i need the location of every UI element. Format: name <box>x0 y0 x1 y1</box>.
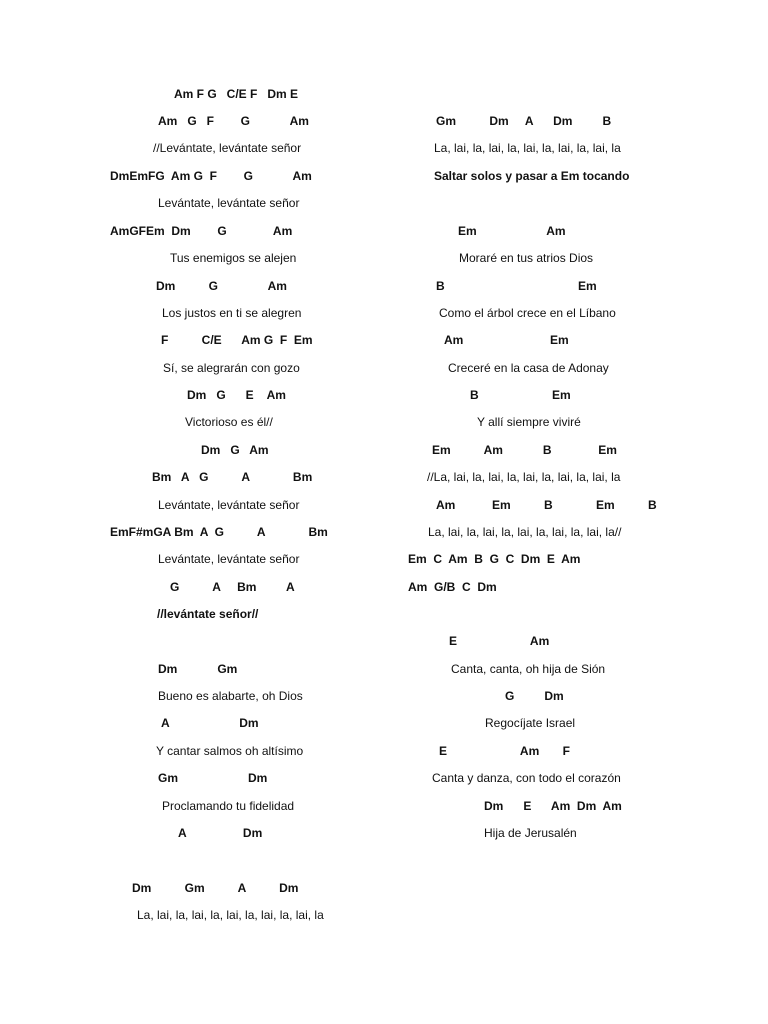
lyric-line: Tus enemigos se alejen <box>170 251 297 265</box>
chord-line: Dm Gm <box>158 662 238 676</box>
chord-line: E Am <box>449 634 550 648</box>
chord-line: G Dm <box>505 689 564 703</box>
lyric-line: Proclamando tu fidelidad <box>162 799 295 813</box>
chord-line: AmGFEm Dm G Am <box>110 224 293 238</box>
lyric-line: Los justos en ti se alegren <box>162 306 302 320</box>
lyric-line: Moraré en tus atrios Dios <box>459 251 594 265</box>
lyric-line: Canta y danza, con todo el corazón <box>432 771 621 785</box>
chord-line: Gm Dm <box>158 771 268 785</box>
lyric-line: Y allí siempre viviré <box>477 415 581 429</box>
chord-line: Em C Am B G C Dm E Am <box>408 552 581 566</box>
lyric-line: Victorioso es él// <box>185 415 273 429</box>
lyric-line: //Levántate, levántate señor <box>153 141 302 155</box>
lyric-line: Creceré en la casa de Adonay <box>448 361 609 375</box>
chord-line: A Dm <box>178 826 263 840</box>
chord-line: Am G/B C Dm <box>408 580 497 594</box>
chord-line: B Em <box>470 388 571 402</box>
lyric-line: Bueno es alabarte, oh Dios <box>158 689 303 703</box>
chord-line: Am Em <box>444 333 569 347</box>
lyric-line: Sí, se alegrarán con gozo <box>163 361 300 375</box>
lyric-line: Canta, canta, oh hija de Sión <box>451 662 606 676</box>
lyric-line: Regocíjate Israel <box>485 716 576 730</box>
lyric-line: Como el árbol crece en el Líbano <box>439 306 616 320</box>
chord-line: Dm G Am <box>201 443 269 457</box>
lyric-line: Saltar solos y pasar a Em tocando <box>434 169 630 183</box>
lyric-line: La, lai, la, lai, la, lai, la, lai, la, lai, la <box>434 141 621 155</box>
chord-line: Em Am <box>458 224 566 238</box>
chord-line: Am Em B Em B <box>436 498 657 512</box>
chord-line: Dm E Am Dm Am <box>484 799 622 813</box>
chord-line: B Em <box>436 279 597 293</box>
lyric-line: Levántate, levántate señor <box>158 552 300 566</box>
lyric-line: Levántate, levántate señor <box>158 498 300 512</box>
lyric-line: //levántate señor// <box>157 607 259 621</box>
chord-line: E Am F <box>439 744 570 758</box>
chord-line: Gm Dm A Dm B <box>436 114 612 128</box>
chord-line: Am F G C/E F Dm E <box>174 87 299 101</box>
chord-line: Dm G Am <box>156 279 287 293</box>
lyric-line: //La, lai, la, lai, la, lai, la, lai, la, lai, la <box>427 470 621 484</box>
chord-line: DmEmFG Am G F G Am <box>110 169 312 183</box>
chord-line: Am G F G Am <box>158 114 309 128</box>
chord-line: Bm A G A Bm <box>152 470 313 484</box>
lyric-line: Y cantar salmos oh altísimo <box>156 744 304 758</box>
chord-line: F C/E Am G F Em <box>161 333 313 347</box>
lyric-line: Levántate, levántate señor <box>158 196 300 210</box>
chord-line: A Dm <box>161 716 259 730</box>
chord-line: EmF#mGA Bm A G A Bm <box>110 525 328 539</box>
chord-line: Dm Gm A Dm <box>132 881 299 895</box>
chord-line: Em Am B Em <box>432 443 617 457</box>
chord-line: Dm G E Am <box>187 388 286 402</box>
lyric-line: La, lai, la, lai, la, lai, la, lai, la, lai, la <box>137 908 324 922</box>
lyric-line: La, lai, la, lai, la, lai, la, lai, la, lai, la// <box>428 525 622 539</box>
lyric-line: Hija de Jerusalén <box>484 826 577 840</box>
chord-line: G A Bm A <box>170 580 295 594</box>
